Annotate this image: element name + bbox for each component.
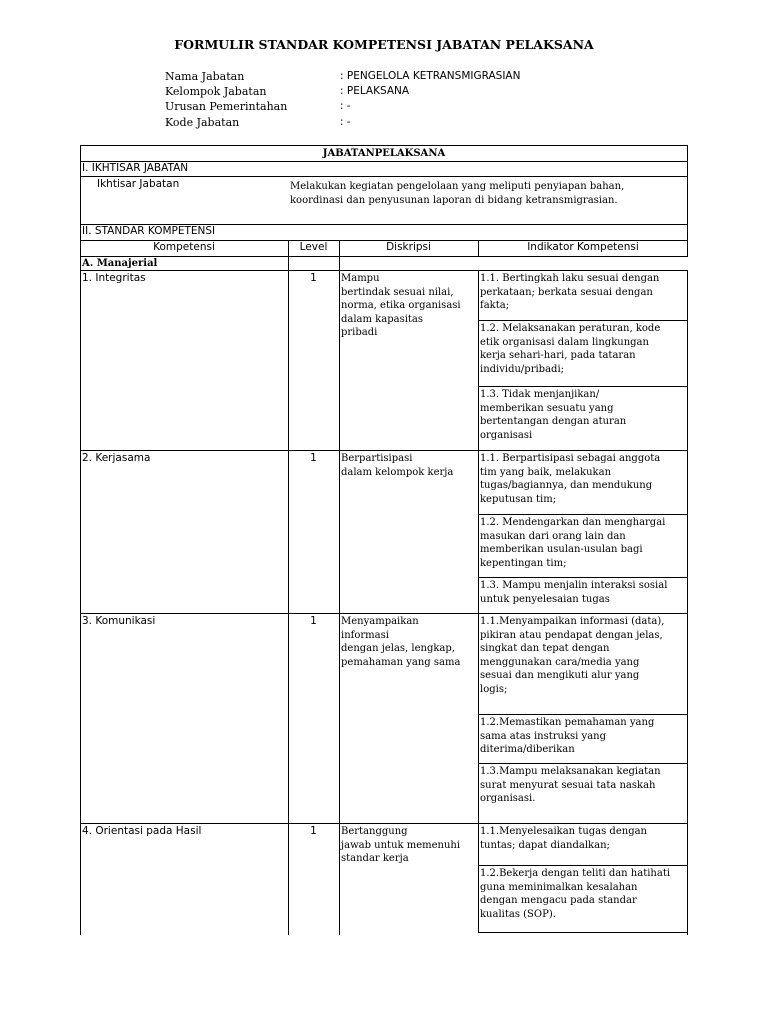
indicator-item: 1.2. Melaksanakan peraturan, kode etik organisasi dalam lingkungan kerja sehari-hari, pada tataran individu/pribadi; <box>480 323 661 375</box>
indicator-divider <box>478 320 688 321</box>
indicator-divider <box>478 865 688 866</box>
table-divider <box>80 270 688 271</box>
competency-level: 1 <box>310 452 317 464</box>
indicator-item: 1.1.Menyampaikan informasi (data), pikiran atau pendapat dengan jelas, singkat dan tepat dengan menggunakan cara/media yang sesuai dan mengikuti alur yang logis; <box>480 616 665 695</box>
indicator-item: 1.3. Tidak menjanjikan/ memberikan sesuatu yang bertentangan dengan aturan organisasi <box>480 389 627 441</box>
competency-name: 4. Orientasi pada Hasil <box>82 825 202 837</box>
row-divider <box>80 450 688 451</box>
indicator-item: 1.3.Mampu melaksanakan kegiatan surat menyurat sesuai tata naskah organisasi. <box>480 766 661 804</box>
section-ikhtisar: I. IKHTISAR JABATAN <box>82 162 189 174</box>
meta-value: : - <box>340 100 351 112</box>
column-header-diskripsi: Diskripsi <box>386 241 431 253</box>
table-divider <box>80 256 688 257</box>
column-divider <box>478 270 479 933</box>
indicator-item: 1.3. Mampu menjalin interaksi sosial untuk penyelesaian tugas <box>480 580 668 605</box>
column-divider <box>339 270 340 935</box>
competency-description: Menyampaikan informasi dengan jelas, lengkap, pemahaman yang sama <box>341 616 461 668</box>
table-border <box>80 145 688 146</box>
ikhtisar-label: Ikhtisar Jabatan <box>97 178 180 190</box>
table-border <box>687 145 688 256</box>
indicator-divider <box>478 932 688 933</box>
column-header-level: Level <box>299 241 328 253</box>
indicator-item: 1.2. Mendengarkan dan menghargai masukan dari orang lain dan memberikan usulan-usulan bagi kepentingan tim; <box>480 517 666 569</box>
section-standar: II. STANDAR KOMPETENSI <box>82 225 216 237</box>
ikhtisar-text: Melakukan kegiatan pengelolaan yang meliputi penyiapan bahan, koordinasi dan penyusunan laporan di bidang ketransmigrasian. <box>290 181 625 206</box>
competency-description: Berpartisipasi dalam kelompok kerja <box>341 453 454 478</box>
meta-value: : - <box>340 116 351 128</box>
indicator-item: 1.1.Menyelesaikan tugas dengan tuntas; dapat diandalkan; <box>480 826 647 851</box>
meta-label: Kode Jabatan <box>165 116 240 129</box>
form-title: FORMULIR STANDAR KOMPETENSI JABATAN PELAKSANA <box>174 37 594 52</box>
competency-name: 1. Integritas <box>82 272 146 284</box>
meta-label: Kelompok Jabatan <box>165 85 267 98</box>
meta-value: : PENGELOLA KETRANSMIGRASIAN <box>340 70 521 82</box>
table-border <box>687 270 688 935</box>
indicator-item: 1.1. Berpartisipasi sebagai anggota tim yang baik, melakukan tugas/bagiannya, dan mendukung keputusan tim; <box>480 453 661 505</box>
competency-level: 1 <box>310 825 317 837</box>
competency-level: 1 <box>310 272 317 284</box>
indicator-divider <box>478 763 688 764</box>
table-border <box>80 145 81 935</box>
row-divider <box>80 823 688 824</box>
table-divider <box>80 176 688 177</box>
meta-value: : PELAKSANA <box>340 85 410 97</box>
competency-name: 3. Komunikasi <box>82 615 156 627</box>
indicator-divider <box>478 577 688 578</box>
table-header: JABATANPELAKSANA <box>322 148 446 159</box>
competency-table <box>80 145 688 935</box>
column-header-kompetensi: Kompetensi <box>153 241 215 253</box>
meta-label: Urusan Pemerintahan <box>165 100 288 113</box>
indicator-item: 1.2.Memastikan pemahaman yang sama atas instruksi yang diterima/diberikan <box>480 717 655 755</box>
indicator-item: 1.1. Bertingkah laku sesuai dengan perkataan; berkata sesuai dengan fakta; <box>480 273 660 311</box>
group-manajerial: A. Manajerial <box>82 258 158 269</box>
indicator-divider <box>478 514 688 515</box>
competency-level: 1 <box>310 615 317 627</box>
meta-label: Nama Jabatan <box>165 70 245 83</box>
indicator-divider <box>478 714 688 715</box>
competency-name: 2. Kerjasama <box>82 452 151 464</box>
competency-description: Mampu bertindak sesuai nilai, norma, etika organisasi dalam kapasitas pribadi <box>341 273 461 338</box>
row-divider <box>80 613 688 614</box>
column-header-indikator: Indikator Kompetensi <box>527 241 639 253</box>
indicator-divider <box>478 386 688 387</box>
competency-description: Bertanggung jawab untuk memenuhi standar kerja <box>341 826 461 864</box>
indicator-item: 1.2.Bekerja dengan teliti dan hatihati guna meminimalkan kesalahan dengan mengacu pada standar kualitas (SOP). <box>480 868 671 920</box>
